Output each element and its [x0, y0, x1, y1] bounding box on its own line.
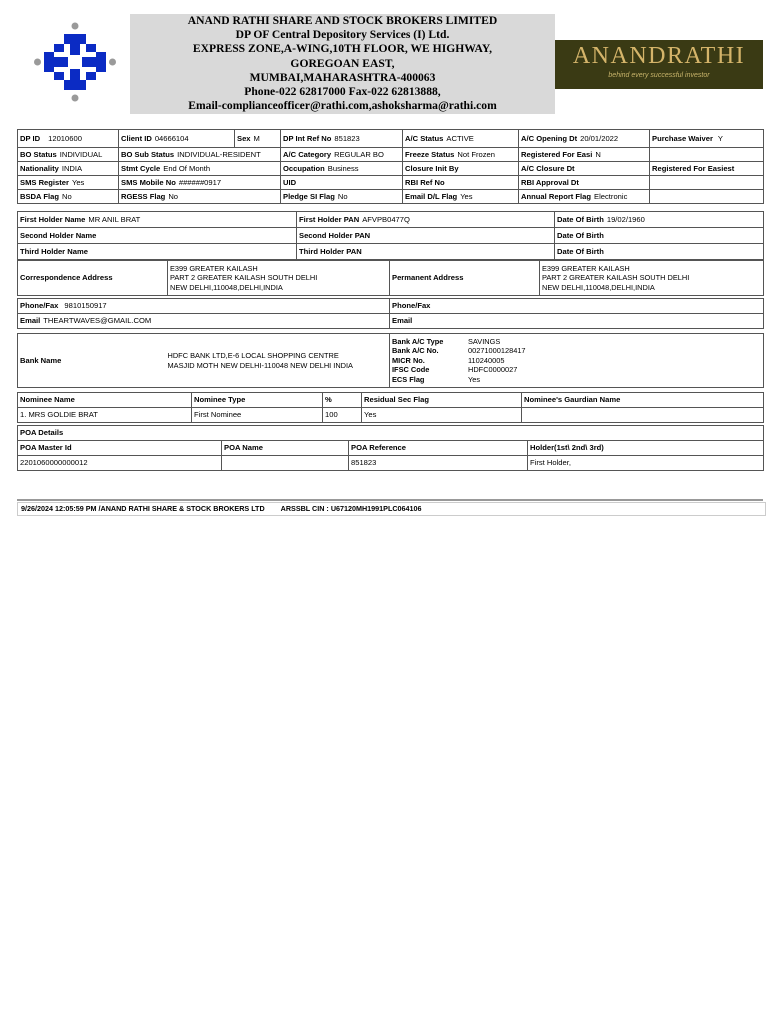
nominee-name-header: Nominee Name	[18, 393, 192, 408]
first-dob-value: 19/02/1960	[606, 214, 645, 224]
purchase-waiver-label: Purchase Waiver	[652, 133, 713, 143]
ac-closure-label: A/C Closure Dt	[521, 163, 575, 173]
permanent-phone-label: Phone/Fax	[392, 301, 431, 310]
email-value: THEARTWAVES@GMAIL.COM	[43, 316, 152, 325]
bo-sub-status-value: INDIVIDUAL-RESIDENT	[177, 149, 261, 159]
table-row	[18, 176, 764, 190]
residual-sec-flag-value: Yes	[362, 408, 522, 423]
ac-opening-value: 20/01/2022	[580, 133, 619, 143]
ecs-flag-value: Yes	[468, 374, 481, 384]
uid-label: UID	[283, 177, 297, 187]
ifsc-label: IFSC Code	[392, 365, 430, 375]
nominee-percent-header: %	[323, 393, 362, 408]
table-row	[18, 162, 764, 176]
bo-status-label: BO Status	[20, 149, 57, 159]
first-dob-label: Date Of Birth	[557, 214, 604, 224]
nominee-guardian-value	[522, 408, 764, 423]
permanent-address-line-1: E399 GREATER KAILASH	[542, 263, 630, 273]
first-holder-pan-label: First Holder PAN	[299, 214, 360, 224]
dp-id-value: 12010600	[48, 133, 82, 143]
bank-ac-type-label: Bank A/C Type	[392, 336, 444, 346]
freeze-status-value: Not Frozen	[457, 149, 495, 159]
nominee-name-value: 1. MRS GOLDIE BRAT	[18, 408, 192, 423]
ac-category-value: REGULAR BO	[334, 149, 384, 159]
table-row	[18, 299, 764, 314]
table-row	[18, 334, 764, 388]
ac-opening-label: A/C Opening Dt	[521, 133, 578, 143]
address-line-3: MUMBAI,MAHARASHTRA-400063	[249, 70, 436, 84]
contact-table	[17, 298, 764, 329]
company-name: ANAND RATHI SHARE AND STOCK BROKERS LIMITED	[187, 14, 498, 27]
email-dl-value: Yes	[460, 191, 473, 201]
permanent-address-label: Permanent Address	[390, 261, 540, 296]
brand-tagline: behind every successful investor	[608, 72, 710, 79]
address-line-1: EXPRESS ZONE,A-WING,10TH FLOOR, WE HIGHWAY,	[192, 42, 493, 56]
second-holder-pan-label: Second Holder PAN	[299, 230, 371, 240]
closure-init-label: Closure Init By	[405, 163, 459, 173]
correspondence-address-line-3: NEW DELHI,110048,DELHI,INDIA	[170, 282, 283, 292]
residual-sec-flag-header: Residual Sec Flag	[362, 393, 522, 408]
sms-mobile-label: SMS Mobile No	[121, 177, 176, 187]
address-line-2: GOREGOAN EAST,	[290, 56, 395, 70]
second-holder-name-label: Second Holder Name	[20, 230, 97, 240]
table-row	[18, 426, 764, 441]
dp-int-ref-value: 851823	[334, 133, 360, 143]
client-id-value: 04666104	[154, 133, 189, 143]
bo-sub-status-label: BO Sub Status	[121, 149, 175, 159]
poa-reference-header: POA Reference	[349, 441, 528, 456]
bsda-label: BSDA Flag	[20, 191, 59, 201]
permanent-email-label: Email	[392, 316, 413, 325]
pledge-value: No	[337, 191, 348, 201]
first-holder-name-label: First Holder Name	[20, 214, 86, 224]
table-row	[18, 130, 764, 148]
nationality-label: Nationality	[20, 163, 59, 173]
footer-divider	[17, 499, 763, 501]
third-holder-name-label: Third Holder Name	[20, 246, 88, 256]
purchase-waiver-value: Y	[717, 133, 723, 143]
rgess-value: No	[168, 191, 179, 201]
email-line: Email-complianceofficer@rathi.com,ashoksharma@rathi.com	[188, 99, 497, 113]
table-row	[18, 212, 764, 228]
footer-cin: ARSSBL CIN : U67120MH1991PLC064106	[280, 504, 422, 513]
table-row	[18, 408, 764, 423]
nominee-table	[17, 392, 764, 423]
anandrathi-logo	[555, 40, 763, 89]
correspondence-address-line-1: E399 GREATER KAILASH	[170, 263, 258, 273]
footer	[17, 502, 766, 516]
permanent-address-line-2: PART 2 GREATER KAILASH SOUTH DELHI	[542, 273, 690, 283]
table-row	[18, 393, 764, 408]
phone-value: 9810150917	[64, 301, 107, 310]
sms-register-value: Yes	[71, 177, 85, 187]
client-id-label: Client ID	[121, 133, 152, 143]
email-label: Email	[20, 316, 41, 325]
annual-report-label: Annual Report Flag	[521, 191, 592, 201]
bank-name-line-2: MASJID MOTH NEW DELHI-110048 NEW DELHI INDIA	[167, 360, 353, 370]
cdsl-logo	[34, 22, 116, 102]
occupation-label: Occupation	[283, 163, 325, 173]
nationality-value: INDIA	[61, 163, 83, 173]
brand-name: ANANDRATHI	[572, 43, 746, 69]
table-row	[18, 441, 764, 456]
address-table	[17, 260, 764, 296]
poa-details-title: POA Details	[18, 426, 764, 441]
bsda-value: No	[61, 191, 72, 201]
bo-status-value: INDIVIDUAL	[59, 149, 103, 159]
permanent-address-line-3: NEW DELHI,110048,DELHI,INDIA	[542, 282, 655, 292]
phone-label: Phone/Fax	[20, 301, 59, 310]
reg-easi-value: N	[595, 149, 601, 159]
nominee-type-value: First Nominee	[192, 408, 323, 423]
pledge-label: Pledge SI Flag	[283, 191, 335, 201]
occupation-value: Business	[327, 163, 359, 173]
freeze-status-label: Freeze Status	[405, 149, 455, 159]
rbi-approval-label: RBI Approval Dt	[521, 177, 579, 187]
bank-ac-no-value: 00271000128417	[468, 346, 526, 356]
stmt-cycle-value: End Of Month	[163, 163, 211, 173]
bank-name-label: Bank Name	[18, 334, 166, 388]
dp-int-ref-label: DP Int Ref No	[283, 133, 332, 143]
holders-table	[17, 211, 764, 260]
sex-value: M	[253, 133, 260, 143]
sms-register-label: SMS Register	[20, 177, 69, 187]
third-dob-label: Date Of Birth	[557, 246, 604, 256]
ac-status-value: ACTIVE	[446, 133, 474, 143]
stmt-cycle-label: Stmt Cycle	[121, 163, 161, 173]
dp-id-label: DP ID	[20, 133, 41, 143]
email-dl-label: Email D/L Flag	[405, 191, 458, 201]
first-holder-pan-value: AFVPB0477Q	[362, 214, 410, 224]
broker-header	[130, 14, 555, 114]
rgess-label: RGESS Flag	[121, 191, 166, 201]
poa-reference-value: 851823	[349, 456, 528, 471]
table-row	[18, 244, 764, 260]
correspondence-address-label: Correspondence Address	[18, 261, 168, 296]
table-row	[18, 314, 764, 329]
poa-master-id-value: 2201060000000012	[18, 456, 222, 471]
footer-timestamp: 9/26/2024 12:05:59 PM /ANAND RATHI SHARE & STOCK BROKERS LTD	[21, 504, 265, 513]
account-info-table	[17, 129, 764, 204]
poa-holder-value: First Holder,	[528, 456, 764, 471]
ecs-flag-label: ECS Flag	[392, 374, 425, 384]
table-row	[18, 261, 764, 296]
poa-table	[17, 425, 764, 471]
ac-category-label: A/C Category	[283, 149, 332, 159]
ifsc-value: HDFC0000027	[468, 365, 518, 375]
poa-holder-header: Holder(1st\ 2nd\ 3rd)	[528, 441, 764, 456]
second-dob-label: Date Of Birth	[557, 230, 604, 240]
phone-line: Phone-022 62817000 Fax-022 62813888,	[244, 85, 441, 99]
annual-report-value: Electronic	[594, 191, 628, 201]
nominee-percent-value: 100	[323, 408, 362, 423]
poa-master-id-header: POA Master Id	[18, 441, 222, 456]
micr-value: 110240005	[468, 355, 505, 365]
reg-easi-label: Registered For Easi	[521, 149, 593, 159]
poa-name-header: POA Name	[222, 441, 349, 456]
bank-table	[17, 333, 764, 388]
sex-label: Sex	[237, 133, 251, 143]
micr-label: MICR No.	[392, 355, 425, 365]
table-row	[18, 456, 764, 471]
table-row	[18, 190, 764, 204]
bank-name-line-1: HDFC BANK LTD,E-6 LOCAL SHOPPING CENTRE	[167, 350, 339, 360]
first-holder-name-value: MR ANIL BRAT	[88, 214, 141, 224]
table-row	[18, 228, 764, 244]
bank-ac-no-label: Bank A/C No.	[392, 346, 439, 356]
nominee-guardian-header: Nominee's Gaurdian Name	[522, 393, 764, 408]
rbi-ref-label: RBI Ref No	[405, 177, 445, 187]
third-holder-pan-label: Third Holder PAN	[299, 246, 362, 256]
sms-mobile-value: ######0917	[178, 177, 222, 187]
dp-line: DP OF Central Depository Services (I) Ltd.	[235, 28, 450, 42]
poa-name-value	[222, 456, 349, 471]
nominee-type-header: Nominee Type	[192, 393, 323, 408]
ac-status-label: A/C Status	[405, 133, 444, 143]
correspondence-address-line-2: PART 2 GREATER KAILASH SOUTH DELHI	[170, 273, 318, 283]
table-row	[18, 148, 764, 162]
reg-easiest-label: Registered For Easiest	[652, 163, 735, 173]
bank-ac-type-value: SAVINGS	[468, 336, 501, 346]
